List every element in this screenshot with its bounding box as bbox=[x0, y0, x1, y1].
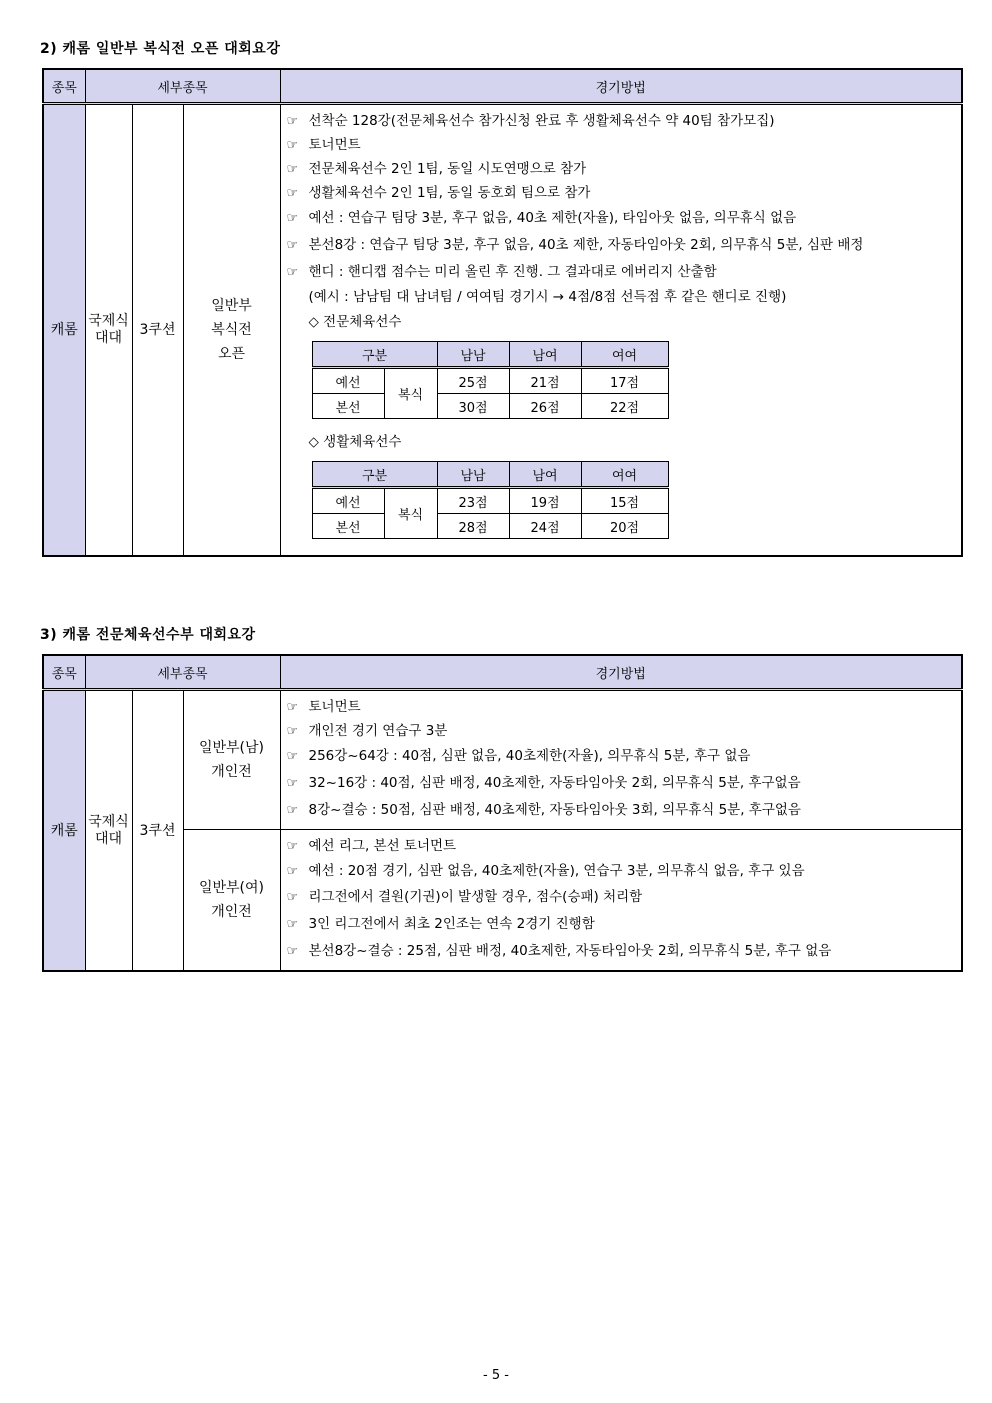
division-cell bbox=[183, 104, 280, 557]
rule-item bbox=[287, 884, 962, 910]
type-cell bbox=[85, 104, 132, 557]
rule-item bbox=[287, 205, 962, 231]
rule-text: 리그전에서 결원(기권)이 발생할 경우, 점수(승패) 처리함 bbox=[308, 889, 643, 905]
pointing-hand-icon: ☞ bbox=[286, 211, 299, 226]
men-division-cell bbox=[183, 690, 280, 830]
rule-text: 핸디 : 핸디캡 점수는 미리 올린 후 진행. 그 결과대로 에버리지 산출함 bbox=[308, 264, 717, 280]
stage-cell: 예선 bbox=[312, 488, 384, 514]
pointing-hand-icon: ☞ bbox=[286, 265, 299, 280]
pointing-hand-icon: ☞ bbox=[286, 864, 299, 879]
rule-text: 예선 리그, 본선 토너먼트 bbox=[308, 838, 457, 854]
rule-text: 개인전 경기 연습구 3분 bbox=[308, 723, 448, 739]
pointing-hand-icon: ☞ bbox=[286, 917, 299, 932]
rule-item bbox=[287, 938, 962, 964]
pointing-hand-icon: ☞ bbox=[286, 186, 299, 201]
header-event: 종목 bbox=[43, 655, 85, 690]
men-division-label: 일반부(남) 개인전 bbox=[198, 740, 265, 780]
stage-cell: 예선 bbox=[312, 368, 384, 394]
rule-text: 전문체육선수 2인 1팀, 동일 시도연맹으로 참가 bbox=[308, 161, 587, 177]
rule-item bbox=[287, 719, 962, 743]
rule-item bbox=[287, 157, 962, 181]
event-cell bbox=[43, 104, 85, 557]
mode-cell: 복식 bbox=[384, 488, 437, 539]
type-label: 국제식 대대 bbox=[88, 313, 129, 346]
men-rules-list bbox=[287, 695, 962, 823]
cushion-cell bbox=[132, 690, 183, 972]
rule-item bbox=[287, 910, 962, 938]
type-cell bbox=[85, 690, 132, 972]
rule-item bbox=[287, 109, 962, 133]
score-header: 여여 bbox=[581, 342, 668, 368]
amateur-subheading: ◇ 생활체육선수 bbox=[308, 434, 402, 450]
pointing-hand-icon: ☞ bbox=[286, 114, 299, 129]
stage-cell: 본선 bbox=[312, 394, 384, 419]
score-cell: 19점 bbox=[509, 488, 581, 514]
pointing-hand-icon: ☞ bbox=[286, 724, 299, 739]
pointing-hand-icon: ☞ bbox=[286, 803, 299, 818]
score-header: 남남 bbox=[437, 342, 509, 368]
rule-text: 생활체육선수 2인 1팀, 동일 동호회 팀으로 참가 bbox=[308, 185, 591, 201]
event-cell bbox=[43, 690, 85, 972]
pointing-hand-icon: ☞ bbox=[286, 749, 299, 764]
rule-item bbox=[287, 133, 962, 157]
score-cell: 15점 bbox=[581, 488, 668, 514]
rule-item bbox=[287, 858, 962, 884]
event-label: 캐롬 bbox=[50, 322, 78, 338]
stage-cell: 본선 bbox=[312, 514, 384, 539]
rule-text: 본선8강~결승 : 25점, 심판 배정, 40초제한, 자동타임아웃 2회, 의무휴식 5분, 후구 없음 bbox=[308, 943, 832, 959]
rule-item bbox=[287, 743, 962, 769]
score-cell: 28점 bbox=[437, 514, 509, 539]
rule-text: 예선 : 연습구 팀당 3분, 후구 없음, 40초 제한(자율), 타임아웃 없음, 의무휴식 없음 bbox=[308, 210, 797, 226]
score-header: 여여 bbox=[581, 462, 668, 488]
score-cell: 24점 bbox=[509, 514, 581, 539]
rule-text: 예선 : 20점 경기, 심판 없음, 40초제한(자율), 연습구 3분, 의무휴식 없음, 후구 있음 bbox=[308, 863, 805, 879]
pointing-hand-icon: ☞ bbox=[286, 776, 299, 791]
cushion-cell bbox=[132, 104, 183, 557]
method-cell bbox=[280, 104, 962, 557]
section-3-title: 3) 캐롬 전문체육선수부 대회요강 bbox=[40, 627, 256, 643]
rules-list bbox=[287, 109, 962, 285]
score-header: 구분 bbox=[312, 462, 437, 488]
score-cell: 23점 bbox=[437, 488, 509, 514]
rule-item bbox=[287, 231, 962, 259]
pointing-hand-icon: ☞ bbox=[286, 238, 299, 253]
header-detail: 세부종목 bbox=[85, 69, 280, 104]
score-cell: 20점 bbox=[581, 514, 668, 539]
rule-item bbox=[287, 769, 962, 797]
pointing-hand-icon: ☞ bbox=[286, 162, 299, 177]
example-line: (예시 : 남남팀 대 남녀팀 / 여여팀 경기시 → 4점/8점 선득점 후 같은 핸디로 진행) bbox=[308, 289, 787, 305]
rule-item bbox=[287, 834, 962, 858]
pointing-hand-icon: ☞ bbox=[286, 700, 299, 715]
rule-text: 8강~결승 : 50점, 심판 배정, 40초제한, 자동타임아웃 3회, 의무휴식 5분, 후구없음 bbox=[308, 802, 801, 818]
women-method-cell bbox=[280, 830, 962, 972]
score-header: 구분 bbox=[312, 342, 437, 368]
score-cell: 26점 bbox=[509, 394, 581, 419]
women-division-label: 일반부(여) 개인전 bbox=[198, 880, 265, 920]
rule-text: 32~16강 : 40점, 심판 배정, 40초제한, 자동타임아웃 2회, 의무휴식 5분, 후구없음 bbox=[308, 775, 801, 791]
section-2-title: 2) 캐롬 일반부 복식전 오픈 대회요강 bbox=[40, 41, 281, 57]
pro-score-table bbox=[312, 341, 669, 419]
score-cell: 30점 bbox=[437, 394, 509, 419]
score-header: 남여 bbox=[509, 462, 581, 488]
pointing-hand-icon: ☞ bbox=[286, 839, 299, 854]
section-3-table bbox=[42, 654, 963, 972]
score-header: 남남 bbox=[437, 462, 509, 488]
score-cell: 21점 bbox=[509, 368, 581, 394]
score-cell: 25점 bbox=[437, 368, 509, 394]
cushion-label: 3쿠션 bbox=[139, 822, 176, 839]
rule-item bbox=[287, 695, 962, 719]
type-label: 국제식 대대 bbox=[88, 813, 129, 847]
score-header: 남여 bbox=[509, 342, 581, 368]
rule-item bbox=[287, 181, 962, 205]
men-method-cell bbox=[280, 690, 962, 830]
women-division-cell bbox=[183, 830, 280, 972]
pointing-hand-icon: ☞ bbox=[286, 890, 299, 905]
rule-text: 3인 리그전에서 최초 2인조는 연속 2경기 진행함 bbox=[308, 916, 595, 932]
score-cell: 17점 bbox=[581, 368, 668, 394]
header-detail: 세부종목 bbox=[85, 655, 280, 690]
header-method: 경기방법 bbox=[280, 655, 962, 690]
score-cell: 22점 bbox=[581, 394, 668, 419]
rule-text: 토너먼트 bbox=[308, 137, 361, 153]
rule-text: 256강~64강 : 40점, 심판 없음, 40초제한(자율), 의무휴식 5분, 후구 없음 bbox=[308, 748, 751, 764]
rule-text: 토너먼트 bbox=[308, 699, 361, 715]
pro-subheading: ◇ 전문체육선수 bbox=[308, 314, 402, 330]
pointing-hand-icon: ☞ bbox=[286, 944, 299, 959]
event-label: 캐롬 bbox=[50, 822, 78, 839]
header-event: 종목 bbox=[43, 69, 85, 104]
header-method: 경기방법 bbox=[280, 69, 962, 104]
mode-cell: 복식 bbox=[384, 368, 437, 419]
cushion-label: 3쿠션 bbox=[139, 322, 176, 338]
rule-text: 선착순 128강(전문체육선수 참가신청 완료 후 생활체육선수 약 40팀 참가모집) bbox=[308, 113, 775, 129]
women-rules-list bbox=[287, 834, 962, 964]
division-label: 일반부 복식전 오픈 bbox=[211, 298, 252, 362]
amateur-score-table bbox=[312, 461, 669, 539]
pointing-hand-icon: ☞ bbox=[286, 138, 299, 153]
page-number: - 5 - bbox=[483, 1368, 509, 1383]
section-2-table bbox=[42, 68, 963, 557]
rule-item bbox=[287, 259, 962, 285]
rule-text: 본선8강 : 연습구 팀당 3분, 후구 없음, 40초 제한, 자동타임아웃 2회, 의무휴식 5분, 심판 배정 bbox=[308, 237, 864, 253]
rule-item bbox=[287, 797, 962, 823]
